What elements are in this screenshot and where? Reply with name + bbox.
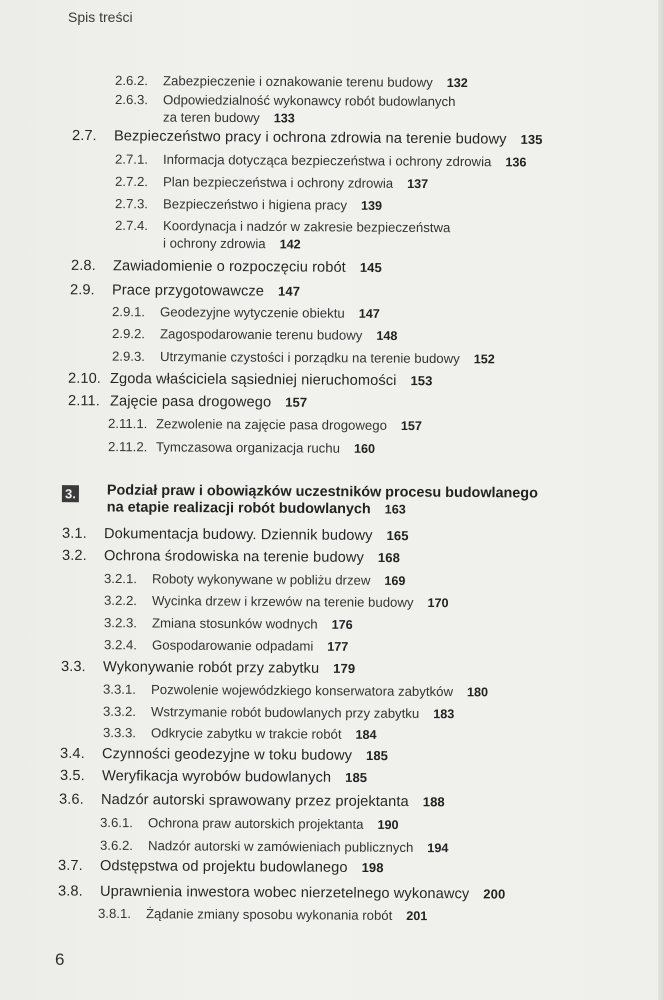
toc-entry[interactable] <box>104 570 406 590</box>
toc-entry[interactable] <box>104 614 353 634</box>
toc-entry[interactable] <box>115 195 382 215</box>
entry-title: Zawiadomienie o rozpoczęciu robót <box>112 258 346 276</box>
entry-number: 3.3.2. <box>102 703 137 720</box>
entry-page: 148 <box>376 328 398 343</box>
entry-number: 2.6.2. <box>114 72 149 89</box>
entry-number: 2.9.3. <box>111 348 146 364</box>
entry-page: 170 <box>427 596 449 611</box>
entry-page: 152 <box>473 352 495 367</box>
entry-page: 183 <box>433 707 455 722</box>
entry-number: 2.7.2. <box>114 173 149 190</box>
toc-entry[interactable] <box>60 745 388 765</box>
toc-entry[interactable] <box>60 767 367 787</box>
toc-entry[interactable] <box>115 173 428 193</box>
entry-number: 2.11. <box>67 393 100 410</box>
toc-entry[interactable] <box>100 814 399 834</box>
toc-entry[interactable] <box>115 72 468 92</box>
toc-entry-continuation <box>163 235 301 254</box>
entry-page: 157 <box>285 394 308 410</box>
toc-entry[interactable] <box>115 217 450 236</box>
entry-page: 160 <box>353 441 376 456</box>
toc-entry[interactable] <box>104 636 348 656</box>
entry-title: Wycinka drzew i krzewów na terenie budowy <box>151 593 414 610</box>
running-head: Spis treści <box>68 9 133 25</box>
entry-number: 3.8.1. <box>97 905 132 922</box>
entry-title: Informacja dotycząca bezpieczeństwa i ochrony zdrowia <box>162 151 492 170</box>
entry-number: 3.5. <box>59 767 85 785</box>
toc-entry[interactable] <box>115 91 456 110</box>
entry-number: 2.6.3. <box>114 91 149 108</box>
toc-entry[interactable] <box>62 525 409 545</box>
toc-entry[interactable] <box>71 257 382 277</box>
entry-number: 2.8. <box>70 257 96 275</box>
entry-page: 185 <box>365 747 389 764</box>
entry-title: Dokumentacja budowy. Dziennik budowy <box>103 526 373 544</box>
entry-page: 165 <box>386 528 409 544</box>
entry-title: Roboty wykonywane w pobliżu drzew <box>151 571 371 588</box>
entry-page: 201 <box>406 909 428 924</box>
entry-title: Czynności geodezyjne w toku budowy <box>101 746 353 764</box>
toc-entry[interactable] <box>112 325 397 345</box>
toc-entry[interactable] <box>100 837 448 857</box>
entry-title: Zagospodarowanie terenu budowy <box>159 326 363 343</box>
entry-number: 3.7. <box>57 857 83 875</box>
entry-page: 157 <box>400 418 422 434</box>
entry-number: 3.3. <box>60 658 86 676</box>
entry-page: 179 <box>333 660 356 677</box>
entry-title: Koordynacja i nadzór w zakresie bezpieczeństwa <box>162 218 451 236</box>
entry-number: 3.6. <box>58 791 84 808</box>
entry-number: 3.2.3. <box>103 615 138 631</box>
entry-title: Bezpieczeństwo pracy i ochrona zdrowia na terenie budowy <box>113 128 507 148</box>
entry-title: Żądanie zmiany sposobu wykonania robót <box>145 906 393 923</box>
entry-number: 2.9.2. <box>111 326 146 342</box>
entry-page: 153 <box>410 373 433 389</box>
entry-title: Zezwolenie na zajęcie pasa drogowego <box>155 416 387 433</box>
entry-page: 185 <box>345 769 368 786</box>
entry-page: 198 <box>361 859 384 876</box>
entry-title: Pozwolenie wojewódzkiego konserwatora zabytków <box>150 681 454 700</box>
toc-entry[interactable] <box>58 882 505 903</box>
entry-title: Zmiana stosunków wodnych <box>151 615 318 632</box>
entry-page: 133 <box>273 111 295 126</box>
entry-page: 176 <box>331 617 353 632</box>
entry-title: Odstępstwa od projektu budowlanego <box>99 858 348 876</box>
entry-title: Weryfikacja wyrobów budowlanych <box>101 768 332 786</box>
entry-page: 168 <box>377 550 401 566</box>
entry-title: Nadzór autorski sprawowany przez projektanta <box>100 791 409 811</box>
entry-number: 2.9.1. <box>111 304 146 320</box>
toc-entry[interactable] <box>72 127 543 149</box>
chapter-title-line2-text: na etapie realizacji robót budowlanych <box>106 499 371 518</box>
entry-number: 2.7. <box>71 127 97 145</box>
entry-title: Tymczasowa organizacja ruchu <box>155 439 341 456</box>
entry-number: 3.2.4. <box>103 637 138 653</box>
entry-page: 169 <box>384 573 406 589</box>
toc-entry[interactable] <box>103 724 377 744</box>
entry-page: 188 <box>422 794 445 810</box>
entry-number: 2.7.3. <box>114 196 149 212</box>
entry-number: 2.11.1. <box>107 415 148 432</box>
toc-entry[interactable] <box>68 370 433 391</box>
toc-entry[interactable] <box>103 703 454 723</box>
entry-number: 2.11.2. <box>107 439 148 455</box>
entry-number: 3.2. <box>61 547 87 564</box>
entry-title-continued: za teren budowy <box>162 109 260 126</box>
toc-entry[interactable] <box>103 681 488 702</box>
entry-number: 3.2.2. <box>103 592 138 609</box>
entry-title: Odkrycie zabytku w trakcie robót <box>150 725 342 742</box>
toc-entry-continuation <box>163 109 295 128</box>
entry-page: 142 <box>279 237 301 252</box>
entry-page: 200 <box>483 886 506 902</box>
entry-title: Wstrzymanie robót budowlanych przy zabytku <box>150 704 420 721</box>
chapter-number-badge: 3. <box>62 485 79 502</box>
page-number: 6 <box>55 950 65 969</box>
entry-page: 147 <box>278 283 301 299</box>
entry-page: 136 <box>505 155 527 170</box>
toc-entry[interactable] <box>59 791 445 812</box>
chapter-title <box>107 482 538 519</box>
entry-title: Ochrona środowiska na terenie budowy <box>103 548 365 566</box>
toc-entry[interactable] <box>98 905 427 925</box>
entry-title: Odpowiedzialność wykonawcy robót budowlanych <box>162 92 456 110</box>
toc-entry[interactable] <box>58 857 384 877</box>
entry-title: Utrzymanie czystości i porządku na terenie budowy <box>159 348 460 367</box>
entry-page: 194 <box>427 841 449 856</box>
entry-number: 2.9. <box>69 282 95 299</box>
entry-page: 137 <box>407 176 429 192</box>
entry-title: Uprawnienia inwestora wobec nierzetelnego wykonawcy <box>99 883 470 903</box>
entry-number: 2.7.1. <box>114 151 149 167</box>
entry-number: 3.3.3. <box>102 725 137 741</box>
entry-page: 177 <box>327 639 349 654</box>
chapter-page: 163 <box>384 502 406 517</box>
entry-page: 190 <box>377 817 399 833</box>
toc-entry[interactable] <box>115 151 527 172</box>
toc-entry[interactable] <box>61 658 355 678</box>
entry-number: 3.2.1. <box>103 570 138 587</box>
entry-title: Nadzór autorski w zamówieniach publicznych <box>147 838 414 855</box>
entry-title-continued: i ochrony zdrowia <box>162 235 266 252</box>
entry-page: 135 <box>520 131 543 148</box>
toc-entry[interactable] <box>70 281 300 301</box>
toc-entry[interactable] <box>68 392 307 412</box>
toc-entry[interactable] <box>112 348 495 369</box>
entry-title: Geodezyjne wytyczenie obiektu <box>159 304 345 321</box>
entry-number: 3.8. <box>57 883 83 900</box>
entry-page: 180 <box>466 685 489 700</box>
toc-entry[interactable] <box>62 547 400 567</box>
entry-number: 3.6.2. <box>99 837 134 854</box>
entry-page: 139 <box>360 198 383 213</box>
entry-page: 145 <box>359 259 382 276</box>
chapter-title-line1: Podział praw i obowiązków uczestników procesu budowlanego <box>106 482 538 502</box>
entry-title: Bezpieczeństwo i higiena pracy <box>162 196 348 213</box>
entry-page: 147 <box>358 306 380 321</box>
chapter-heading[interactable] <box>62 482 582 518</box>
entry-number: 3.3.1. <box>102 681 137 697</box>
entry-number: 3.1. <box>61 525 87 542</box>
entry-page: 184 <box>355 727 377 742</box>
toc-entry[interactable] <box>104 592 449 612</box>
entry-number: 3.4. <box>59 745 85 763</box>
toc-entry[interactable] <box>112 303 380 323</box>
entry-title: Prace przygotowawcze <box>111 282 265 300</box>
entry-title: Zajęcie pasa drogowego <box>109 393 272 411</box>
entry-title: Plan bezpieczeństwa i ochrony zdrowia <box>162 174 394 191</box>
toc-entry[interactable] <box>108 415 422 435</box>
chapter-title-line2 <box>107 499 538 519</box>
entry-number: 2.7.4. <box>114 217 149 234</box>
entry-title: Zabezpieczenie i oznakowanie terenu budowy <box>162 73 433 90</box>
entry-title: Wykonywanie robót przy zabytku <box>102 659 320 677</box>
entry-title: Gospodarowanie odpadami <box>151 637 314 654</box>
entry-title: Ochrona praw autorskich projektanta <box>147 815 364 832</box>
entry-title: Zgoda właściciela sąsiedniej nieruchomości <box>109 371 397 390</box>
entry-page: 132 <box>446 75 468 91</box>
entry-number: 2.10. <box>67 370 102 387</box>
toc-entry[interactable] <box>108 438 375 458</box>
entry-number: 3.6.1. <box>99 814 134 831</box>
